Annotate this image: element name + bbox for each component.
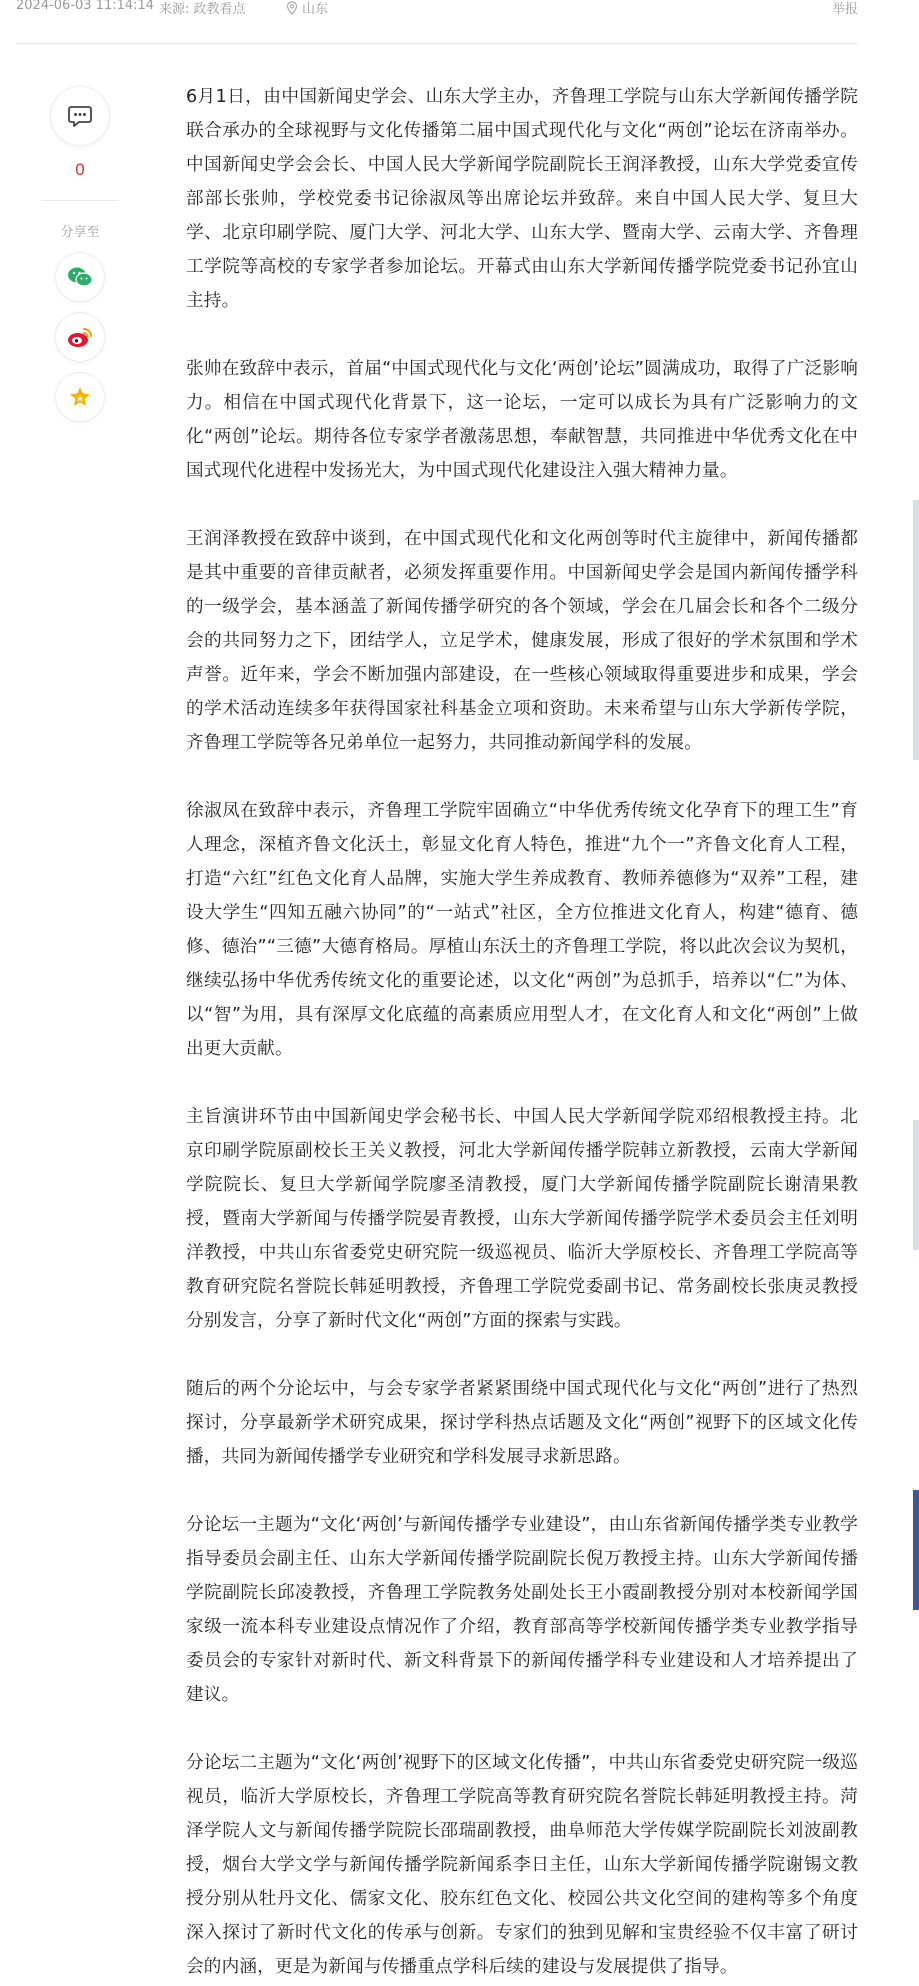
article-paragraph: 分论坛二主题为“文化‘两创’视野下的区域文化传播”，中共山东省委党史研究院一级巡视员，临沂大学原校长，齐鲁理工学院高等教育研究院名誉院长韩延明教授主持。菏泽学院人文与新闻传播学院院长邵瑞副教授，曲阜师范大学传媒学院副院长刘波副教授，烟台大学文学与新闻传播学院新闻系李日主任，山东大学新闻传播学院谢锡文教授分别从牡丹文化、儒家文化、胶东红色文化、校园公共文化空间的建构等多个角度深入探讨了新时代文化的传承与创新。专家们的独到见解和宝贵经验不仅丰富了研讨会的内涵，更是为新闻与传播重点学科后续的建设与发展提供了指导。 [186, 1753, 858, 1977]
article-paragraph: 随后的两个分论坛中，与会专家学者紧紧围绕中国式现代化与文化“两创”进行了热烈探讨，分享最新学术研究成果，探讨学科热点话题及文化“两创”视野下的区域文化传播，共同为新闻传播学专业研究和学科发展寻求新思路。 [186, 1379, 858, 1467]
location-pin-icon [286, 1, 298, 15]
sidebar-image-edge[interactable] [913, 500, 919, 760]
article-meta-bar [16, 0, 858, 44]
article-paragraph: 王润泽教授在致辞中谈到，在中国式现代化和文化两创等时代主旋律中，新闻传播都是其中重要的音律贡献者，必须发挥重要作用。中国新闻史学会是国内新闻传播学科的一级学会，基本涵盖了新闻传播学研究的各个领域，学会在几届会长和各个二级分会的共同努力之下，团结学人，立足学术，健康发展，形成了很好的学术氛围和学术声誉。近年来，学会不断加强内部建设，在一些核心领域取得重要进步和成果，学会的学术活动连续多年获得国家社科基金立项和资助。未来希望与山东大学新传学院，齐鲁理工学院等各兄弟单位一起努力，共同推动新闻学科的发展。 [186, 529, 858, 753]
article-body [186, 80, 858, 1986]
wechat-icon [66, 265, 94, 289]
comment-button[interactable] [50, 86, 110, 146]
share-weibo-button[interactable] [55, 312, 105, 362]
comment-icon [67, 104, 93, 128]
article-paragraph: 主旨演讲环节由中国新闻史学会秘书长、中国人民大学新闻学院邓绍根教授主持。北京印刷学院原副校长王关义教授，河北大学新闻传播学院韩立新教授，云南大学新闻学院院长、复旦大学新闻学院廖圣清教授，厦门大学新闻传播学院副院长谢清果教授，暨南大学新闻与传播学院晏青教授，山东大学新闻传播学院学术委员会主任刘明洋教授，中共山东省委党史研究院一级巡视员、临沂大学原校长、齐鲁理工学院高等教育研究院名誉院长韩延明教授，齐鲁理工学院党委副书记、常务副校长张庚灵教授分别发言，分享了新时代文化“两创”方面的探索与实践。 [186, 1107, 858, 1331]
location-text: 山东 [302, 2, 329, 17]
publish-date: 2024-06-03 11:14:14 [16, 0, 155, 13]
comment-count[interactable]: 0 [75, 160, 85, 179]
article-paragraph: 张帅在致辞中表示，首届“中国式现代化与文化‘两创’论坛”圆满成功，取得了广泛影响力。相信在中国式现代化背景下，这一论坛，一定可以成长为具有广泛影响力的文化“两创”论坛。期待各位专家学者激荡思想，奉献智慧，共同推进中华优秀文化在中国式现代化进程中发扬光大，为中国式现代化建设注入强大精神力量。 [186, 359, 858, 481]
weibo-icon [66, 325, 94, 349]
article-paragraph: 徐淑凤在致辞中表示，齐鲁理工学院牢固确立“中华优秀传统文化孕育下的理工生”育人理念，深植齐鲁文化沃土，彰显文化育人特色，推进“九个一”齐鲁文化育人工程，打造“六红”红色文化育人品牌，实施大学生养成教育、教师养德修为“双养”工程，建设大学生“四知五融六协同”的“一站式”社区，全方位推进文化育人，构建“德育、德修、德治”“三德”大德育格局。厚植山东沃土的齐鲁理工学院，将以此次会议为契机，继续弘扬中华优秀传统文化的重要论述，以文化“两创”为总抓手，培养以“仁”为体、以“智”为用，具有深厚文化底蕴的高素质应用型人才，在文化育人和文化“两创”上做出更大贡献。 [186, 801, 858, 1059]
report-link[interactable]: 举报 [831, 2, 858, 17]
share-wechat-button[interactable] [55, 252, 105, 302]
share-rail [50, 86, 126, 422]
sidebar-image-edge[interactable] [913, 1490, 919, 1610]
rail-divider [42, 200, 118, 201]
article-paragraph: 6月1日，由中国新闻史学会、山东大学主办，齐鲁理工学院与山东大学新闻传播学院联合承办的全球视野与文化传播第二届中国式现代化与文化“两创”论坛在济南举办。中国新闻史学会会长、中国人民大学新闻学院副院长王润泽教授，山东大学党委宣传部部长张帅，学校党委书记徐淑凤等出席论坛并致辞。来自中国人民大学、复旦大学、北京印刷学院、厦门大学、河北大学、山东大学、暨南大学、云南大学、齐鲁理工学院等高校的专家学者参加论坛。开幕式由山东大学新闻传播学院党委书记孙宜山主持。 [186, 87, 858, 311]
sidebar-image-edge[interactable] [913, 1120, 919, 1250]
article-paragraph: 分论坛一主题为“文化‘两创’与新闻传播学专业建设”，由山东省新闻传播学类专业教学指导委员会副主任、山东大学新闻传播学院副院长倪万教授主持。山东大学新闻传播学院副院长邱凌教授，齐鲁理工学院教务处副处长王小霞副教授分别对本校新闻学国家级一流本科专业建设点情况作了介绍，教育部高等学校新闻传播学类专业教学指导委员会的专家针对新时代、新文科背景下的新闻传播学科专业建设和人才培养提出了建议。 [186, 1515, 858, 1705]
favorite-icon [68, 385, 92, 409]
favorite-button[interactable] [55, 372, 105, 422]
location-tag [286, 0, 328, 17]
right-sidebar-edge [913, 0, 919, 1986]
share-label: 分享至 [60, 225, 100, 240]
article-source[interactable]: 来源: 政教看点 [159, 2, 246, 17]
